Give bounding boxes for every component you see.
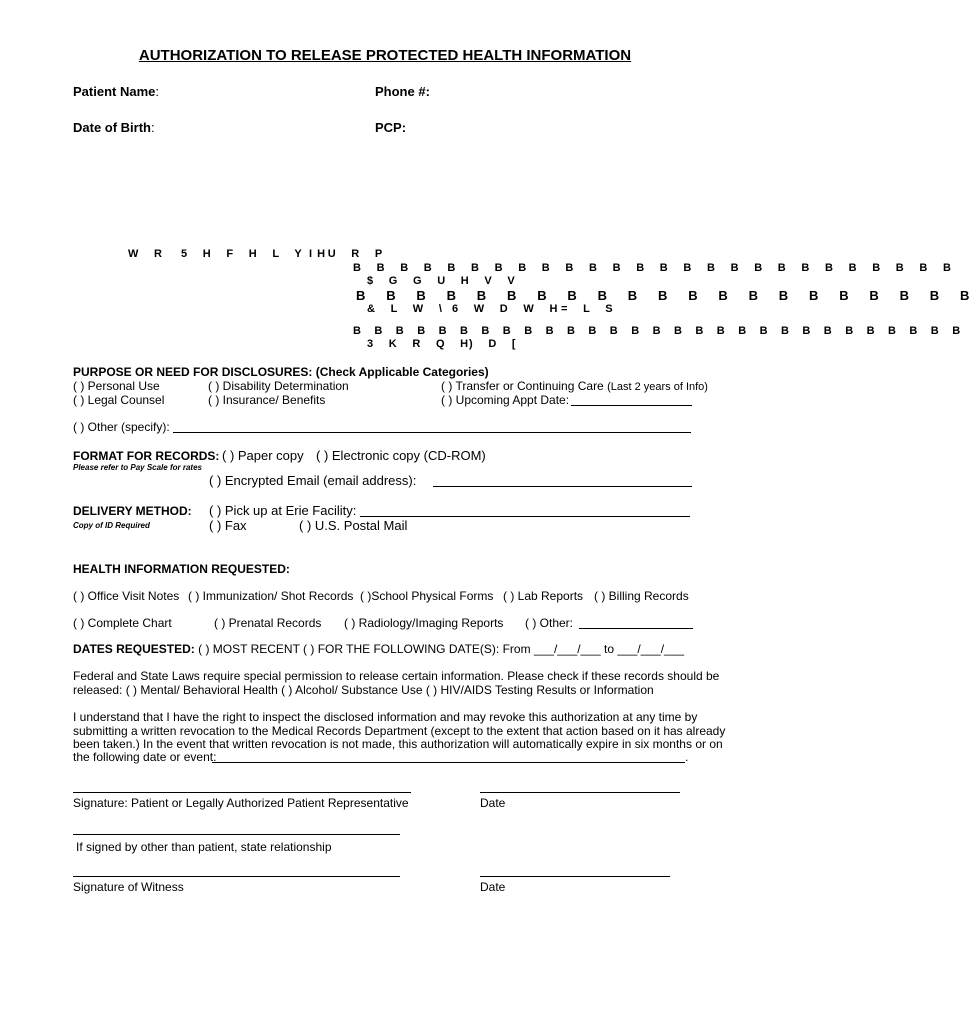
pickup-line[interactable]: [360, 516, 690, 517]
garbled-text-1b: 5 H F H L Y H: [181, 248, 332, 260]
dob-label: Date of Birth: [73, 120, 151, 135]
date2-label: Date: [480, 880, 506, 894]
relationship-line[interactable]: [73, 834, 400, 835]
garbled-text-6: B B B B B B B B B B B B B B B B B B B B B B B B B B B B B: [353, 325, 966, 337]
checkbox-disability[interactable]: ( ) Disability Determination: [208, 379, 349, 393]
witness-signature-label: Signature of Witness: [73, 880, 184, 894]
email-line[interactable]: [433, 486, 692, 487]
checkbox-transfer[interactable]: [441, 379, 708, 393]
patient-name-label: Patient Name: [73, 84, 156, 99]
checkbox-billing[interactable]: ( ) Billing Records: [594, 589, 689, 603]
upcoming-date-line[interactable]: [571, 405, 692, 406]
checkbox-lab-reports[interactable]: ( ) Lab Reports: [503, 589, 584, 603]
patient-name-colon: :: [155, 84, 159, 99]
checkbox-office-visit[interactable]: ( ) Office Visit Notes: [73, 589, 180, 603]
garbled-text-1c: I U R P: [309, 248, 389, 260]
expiry-event-line[interactable]: [212, 762, 685, 763]
phone-label: Phone #:: [375, 84, 430, 99]
understand-line4: the following date or event:: [73, 750, 217, 764]
patient-signature-label: Signature: Patient or Legally Authorized Patient Representative: [73, 796, 409, 810]
other-purpose-line[interactable]: [173, 432, 691, 433]
garbled-text-4: B B B B B B B B B B B B B B B B B B B B B: [356, 288, 978, 303]
patient-name-field[interactable]: [73, 84, 159, 99]
page-title: AUTHORIZATION TO RELEASE PROTECTED HEALTH INFORMATION: [138, 47, 632, 64]
checkbox-other-purpose[interactable]: ( ) Other (specify):: [73, 420, 170, 434]
laws-text-line2[interactable]: released: ( ) Mental/ Behavioral Health ( ) Alcohol/ Substance Use ( ) HIV/AIDS Testing Results or Information: [73, 683, 654, 697]
relationship-label: If signed by other than patient, state relationship: [76, 840, 332, 854]
checkbox-pickup[interactable]: ( ) Pick up at Erie Facility:: [209, 503, 357, 518]
checkbox-encrypted-email[interactable]: ( ) Encrypted Email (email address):: [209, 473, 417, 488]
garbled-text-7a: 3 K R Q H: [367, 338, 475, 350]
pcp-label: PCP:: [375, 120, 407, 135]
laws-text-line1: Federal and State Laws require special permission to release certain information. Please check if these records should be: [73, 669, 720, 683]
dates-options[interactable]: ( ) MOST RECENT ( ) FOR THE FOLLOWING DATE(S): From ___/___/___ to ___/___/___: [198, 642, 685, 656]
dates-heading: DATES REQUESTED:: [73, 642, 195, 656]
checkbox-school-forms[interactable]: ( )School Physical Forms: [360, 589, 494, 603]
delivery-heading: DELIVERY METHOD:: [73, 504, 192, 518]
checkbox-legal[interactable]: ( ) Legal Counsel: [73, 393, 165, 407]
understand-line1: I understand that I have the right to inspect the disclosed information and may revoke this authorization at any time by: [73, 710, 698, 724]
understand-end-period: .: [685, 750, 689, 764]
checkbox-postal-mail[interactable]: ( ) U.S. Postal Mail: [299, 518, 408, 533]
garbled-text-5b: 6 W D W H: [452, 303, 564, 315]
garbled-text-3: $ G G U H V V: [367, 275, 522, 287]
date1-line[interactable]: [480, 792, 680, 793]
date2-line[interactable]: [480, 876, 670, 877]
checkbox-immunization[interactable]: ( ) Immunization/ Shot Records: [188, 589, 354, 603]
transfer-note: (Last 2 years of Info): [607, 381, 708, 393]
date1-label: Date: [480, 796, 506, 810]
checkbox-insurance[interactable]: ( ) Insurance/ Benefits: [208, 393, 326, 407]
garbled-text-1a: W R: [128, 248, 169, 260]
understand-line2: submitting a written revocation to the Medical Records Department (except to the extent that action based on it has already: [73, 724, 726, 738]
purpose-heading: PURPOSE OR NEED FOR DISCLOSURES: (Check Applicable Categories): [73, 365, 489, 379]
pay-scale-note: Please refer to Pay Scale for rates: [73, 463, 202, 472]
checkbox-electronic-copy[interactable]: ( ) Electronic copy (CD-ROM): [316, 448, 486, 463]
dob-field[interactable]: [73, 120, 155, 135]
patient-signature-line[interactable]: [73, 792, 411, 793]
understand-line3: been taken.) In the event that written revocation is not made, this authorization will automatically expire in six months or on: [73, 737, 723, 751]
dates-row[interactable]: [73, 642, 684, 656]
checkbox-prenatal[interactable]: ( ) Prenatal Records: [214, 616, 322, 630]
checkbox-other-health[interactable]: ( ) Other:: [525, 616, 574, 630]
checkbox-upcoming-appt[interactable]: ( ) Upcoming Appt Date:: [441, 393, 570, 407]
garbled-text-2: B B B B B B B B B B B B B B B B B B B B B B B B B B: [353, 262, 958, 274]
dob-colon: :: [151, 120, 155, 135]
checkbox-radiology[interactable]: ( ) Radiology/Imaging Reports: [344, 616, 504, 630]
garbled-text-7b: ) D [: [469, 338, 522, 350]
garbled-text-5a: & L W \: [367, 303, 449, 315]
checkbox-paper-copy[interactable]: ( ) Paper copy: [222, 448, 304, 463]
checkbox-fax[interactable]: ( ) Fax: [209, 518, 247, 533]
transfer-label: ( ) Transfer or Continuing Care: [441, 379, 604, 393]
format-heading: FORMAT FOR RECORDS:: [73, 449, 220, 463]
other-health-line[interactable]: [579, 628, 693, 629]
id-required-note: Copy of ID Required: [73, 521, 150, 530]
health-heading: HEALTH INFORMATION REQUESTED:: [73, 562, 290, 576]
checkbox-personal-use[interactable]: ( ) Personal Use: [73, 379, 160, 393]
checkbox-complete-chart[interactable]: ( ) Complete Chart: [73, 616, 172, 630]
witness-signature-line[interactable]: [73, 876, 400, 877]
garbled-text-5c: = L S: [561, 303, 619, 315]
